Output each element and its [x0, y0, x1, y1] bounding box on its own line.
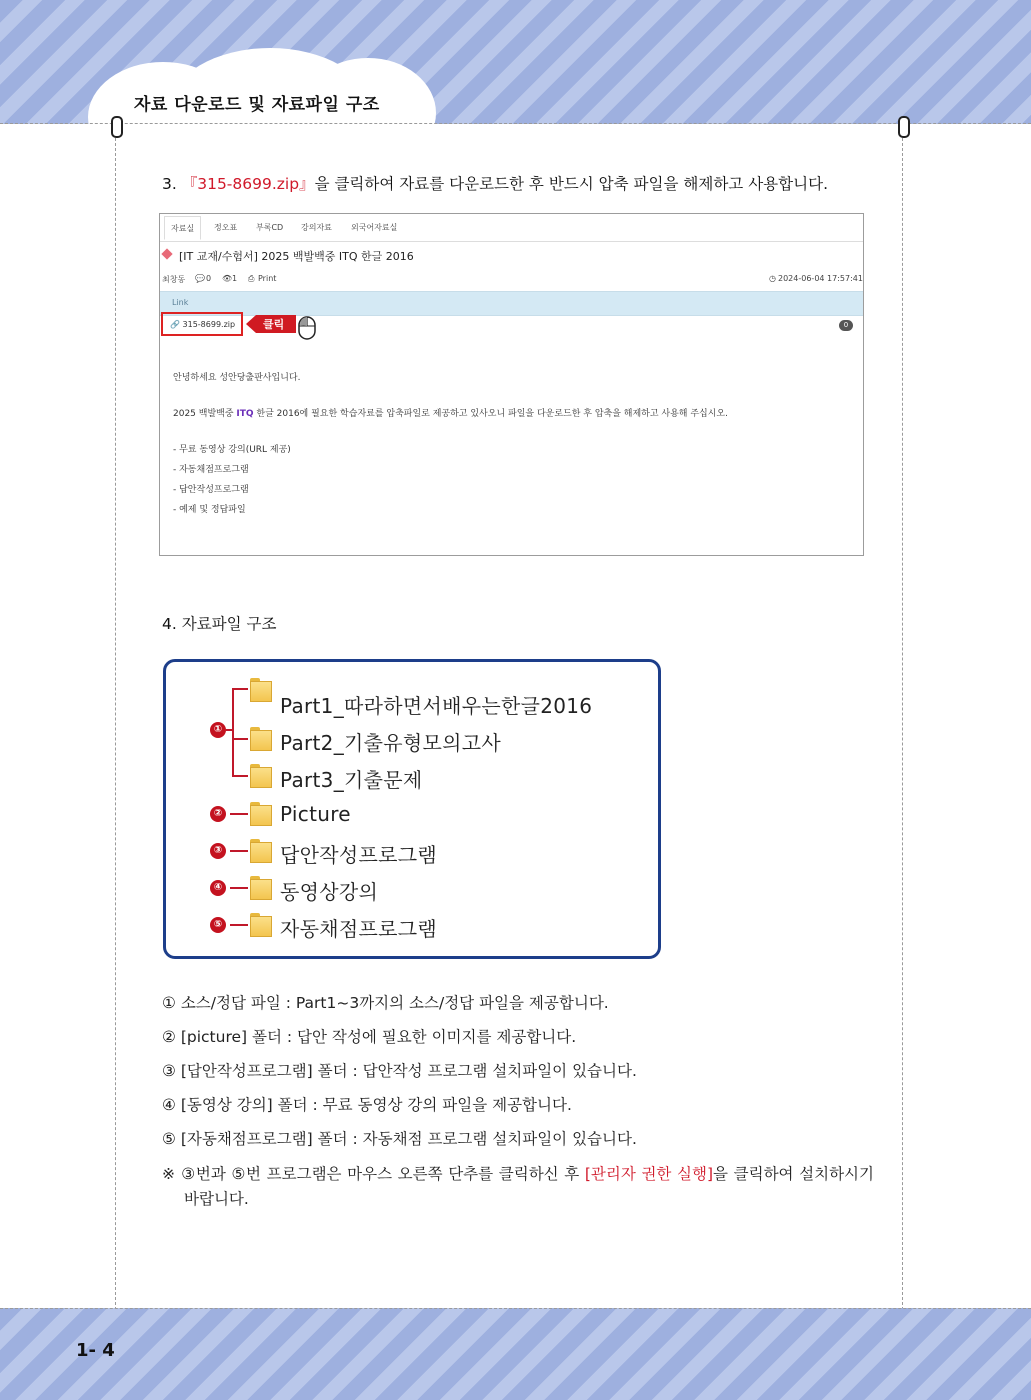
- tab-foreign-language[interactable]: 외국어자료실: [351, 223, 398, 232]
- tree-connector: [232, 688, 234, 777]
- marker-3: ③: [210, 843, 226, 859]
- tree-connector: [232, 738, 248, 740]
- list-item: - 무료 동영상 강의(URL 제공): [173, 445, 291, 455]
- description-item: ① 소스/정답 파일 : Part1~3까지의 소스/정답 파일을 제공합니다.: [162, 994, 609, 1012]
- tab-data-room[interactable]: 자료실: [164, 216, 201, 240]
- step3-filename: 『315-8699.zip』: [181, 175, 315, 193]
- post-body-text: [173, 406, 728, 419]
- comment-count: 0: [206, 274, 212, 283]
- folder-auto-grading: 자동채점프로그램: [280, 917, 437, 941]
- folder-icon: [250, 876, 272, 900]
- link-label: Link: [172, 298, 189, 307]
- binder-ring-icon: [898, 116, 910, 138]
- note-prefix: ※ ③번과 ⑤번 프로그램은 마우스 오른쪽 단추를 클릭하신 후: [162, 1165, 585, 1183]
- frame-bottom-divider: [0, 1308, 1031, 1309]
- tree-connector: [230, 850, 248, 852]
- download-count-badge: 0: [839, 320, 853, 331]
- folder-part1: Part1_따라하면서배우는한글2016: [280, 694, 593, 718]
- link-icon: 🔗: [170, 320, 180, 329]
- description-item: ② [picture] 폴더 : 답안 작성에 필요한 이미지를 제공합니다.: [162, 1028, 577, 1046]
- board-tabs: [160, 214, 863, 242]
- clock-icon: ◷: [769, 274, 776, 283]
- folder-icon: [250, 727, 272, 751]
- note-suffix: 을 클릭하여 설치하시기: [713, 1165, 875, 1183]
- description-item: ⑤ [자동채점프로그램] 폴더 : 자동채점 프로그램 설치파일이 있습니다.: [162, 1130, 637, 1148]
- post-author: 최창동: [162, 275, 186, 284]
- link-bar: [160, 291, 863, 316]
- print-link[interactable]: Print: [258, 274, 277, 283]
- folder-picture: Picture: [280, 802, 351, 826]
- section-title: 자료 다운로드 및 자료파일 구조: [134, 95, 380, 115]
- footer-stripe-band: [0, 1308, 1031, 1400]
- folder-part3: Part3_기출문제: [280, 768, 423, 792]
- post-greeting: 안녕하세요 성안당출판사입니다.: [173, 373, 301, 383]
- step3-number: 3.: [162, 175, 182, 193]
- eye-icon: 👁: [222, 274, 233, 283]
- frame-right-divider: [902, 123, 903, 1310]
- note-highlight: [관리자 권한 실행]: [584, 1165, 714, 1183]
- list-item: - 자동채점프로그램: [173, 465, 249, 475]
- post-datetime: 2024-06-04 17:57:41: [778, 274, 863, 283]
- marker-2: ②: [210, 806, 226, 822]
- tab-appendix-cd[interactable]: 부록CD: [256, 223, 284, 232]
- comment-icon: 💬: [195, 274, 205, 283]
- frame-top-divider: [0, 123, 1031, 124]
- post-body-itq: ITQ: [236, 409, 254, 419]
- folder-video-lectures: 동영상강의: [280, 880, 379, 904]
- download-page-screenshot: [159, 213, 864, 556]
- description-item: ③ [답안작성프로그램] 폴더 : 답안작성 프로그램 설치파일이 있습니다.: [162, 1062, 637, 1080]
- post-body-suffix: 한글 2016에 필요한 학습자료를 압축파일로 제공하고 있사오니 파일을 다운로드한 후 압축을 해제하고 사용해 주십시오.: [253, 409, 728, 419]
- post-title: [IT 교재/수험서] 2025 백발백중 ITQ 한글 2016: [179, 250, 414, 263]
- tree-connector: [232, 775, 248, 777]
- frame-left-divider: [115, 123, 116, 1310]
- binder-ring-icon: [111, 116, 123, 138]
- folder-icon: [250, 764, 272, 788]
- description-item: ④ [동영상 강의] 폴더 : 무료 동영상 강의 파일을 제공합니다.: [162, 1096, 572, 1114]
- mouse-icon: [297, 311, 317, 341]
- folder-part2: Part2_기출유형모의고사: [280, 731, 501, 755]
- step3-instruction: [162, 172, 828, 194]
- download-file-link[interactable]: [170, 320, 235, 329]
- marker-1: ①: [210, 722, 226, 738]
- folder-icon: [250, 802, 272, 826]
- tree-connector: [226, 729, 234, 731]
- printer-icon[interactable]: ⎙: [248, 274, 255, 283]
- view-count: 1: [232, 274, 238, 283]
- tree-connector: [230, 924, 248, 926]
- click-callout-label: 클릭: [263, 318, 285, 331]
- step4-title: 4. 자료파일 구조: [162, 615, 277, 633]
- folder-icon: [250, 678, 272, 702]
- marker-4: ④: [210, 880, 226, 896]
- tree-connector: [232, 688, 248, 690]
- admin-note-continued: 바랍니다.: [184, 1190, 249, 1208]
- tab-lecture-materials[interactable]: 강의자료: [301, 223, 332, 232]
- folder-icon: [250, 839, 272, 863]
- folder-tree-panel: [163, 659, 661, 959]
- tab-errata[interactable]: 정오표: [214, 223, 238, 232]
- diamond-bullet-icon: [161, 248, 172, 259]
- folder-answer-program: 답안작성프로그램: [280, 843, 437, 867]
- post-body-prefix: 2025 백발백중: [173, 409, 237, 419]
- download-file-name[interactable]: 315-8699.zip: [182, 320, 236, 329]
- step3-text: 을 클릭하여 자료를 다운로드한 후 반드시 압축 파일을 해제하고 사용합니다.: [314, 175, 828, 193]
- tree-connector: [230, 887, 248, 889]
- folder-icon: [250, 913, 272, 937]
- page-number: 1- 4: [76, 1340, 115, 1361]
- list-item: - 예제 및 정답파일: [173, 505, 246, 515]
- list-item: - 답안작성프로그램: [173, 485, 249, 495]
- admin-note: [162, 1162, 874, 1184]
- tree-connector: [230, 813, 248, 815]
- marker-5: ⑤: [210, 917, 226, 933]
